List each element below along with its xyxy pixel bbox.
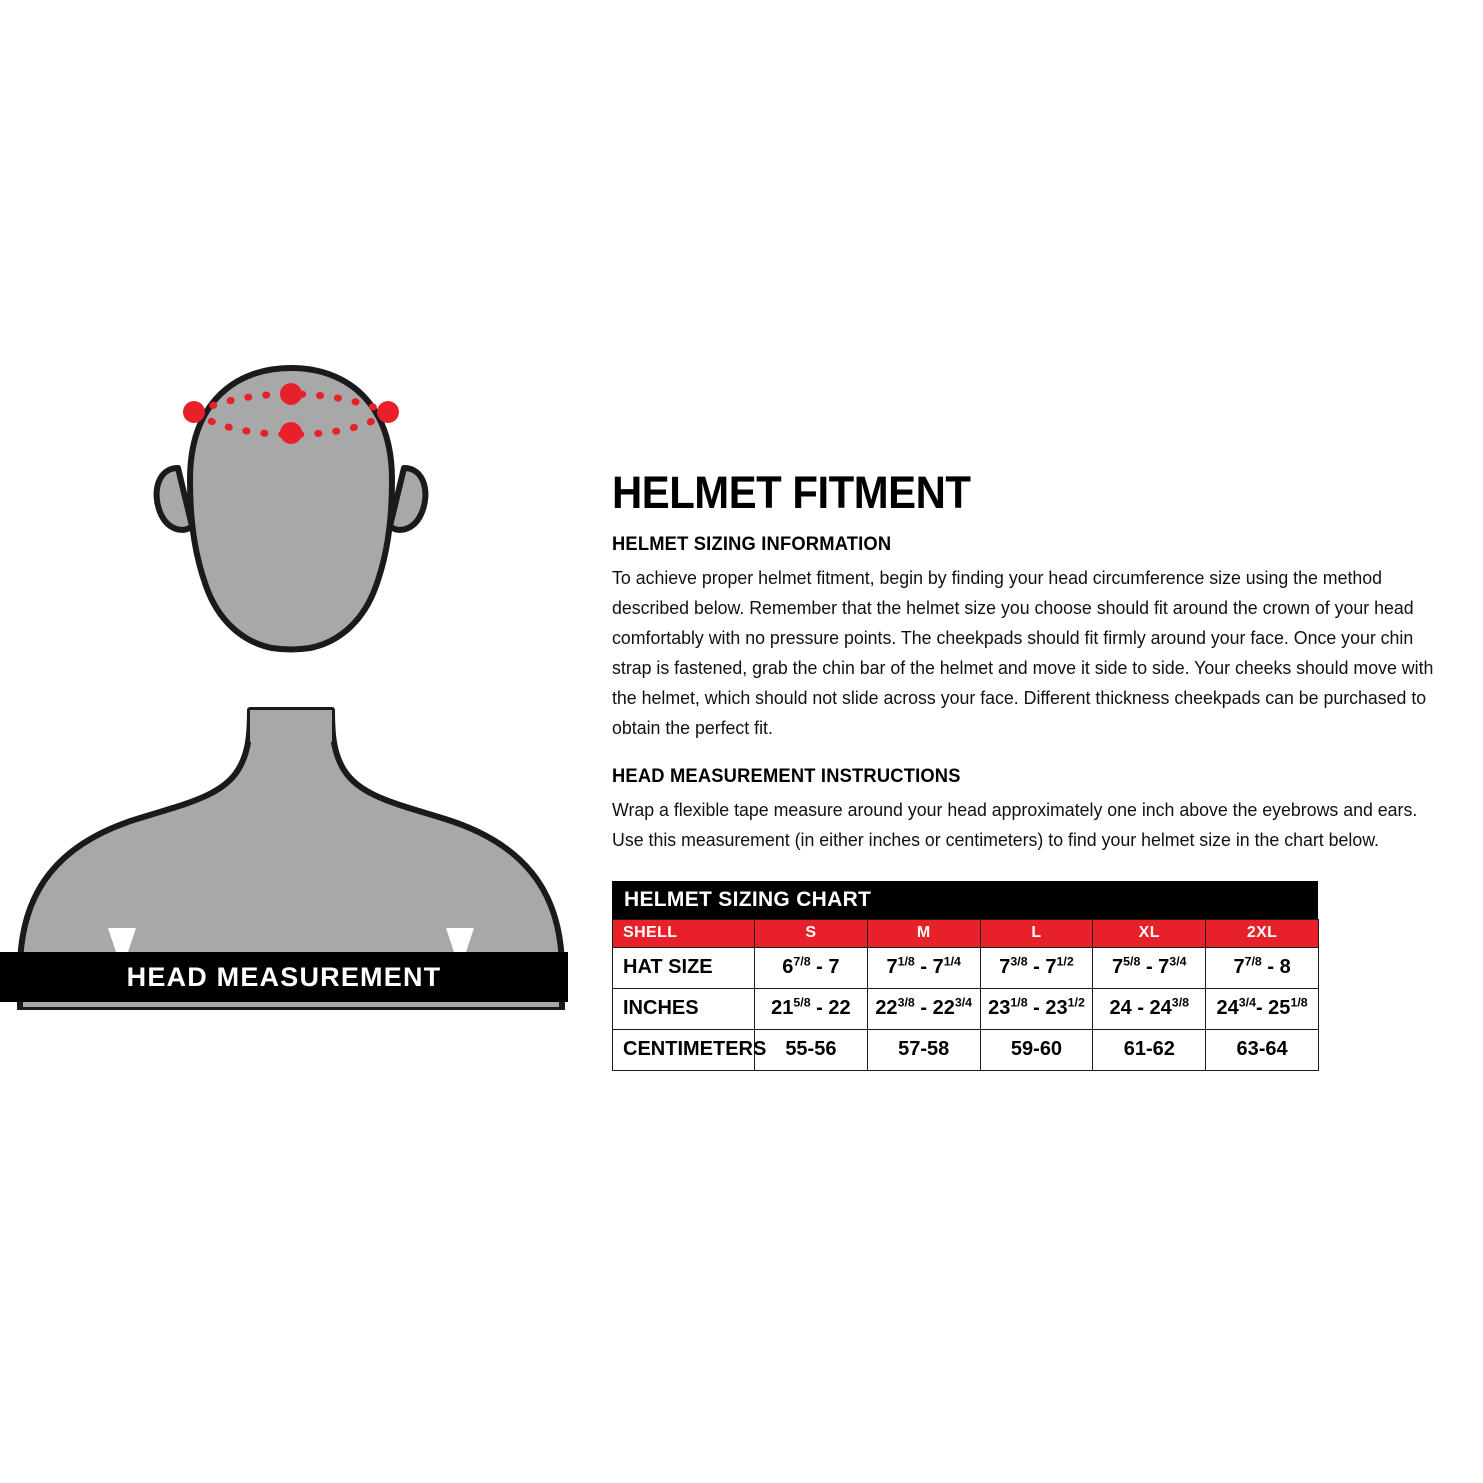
col-s: S	[755, 919, 868, 947]
sizing-info-heading: HELMET SIZING INFORMATION	[612, 533, 892, 555]
measurement-instructions-text: Wrap a flexible tape measure around your head approximately one inch above the eyebrows and ears. Use this measurement (in either inches or centimeters) to find your helmet size in the chart below.	[612, 798, 1418, 850]
fitment-content	[612, 467, 1452, 1071]
col-l: L	[980, 919, 1093, 947]
table-cell: $7^{3/8} - 7^{1/2}$	[980, 947, 1093, 988]
table-cell: $24^{3/4}-$ $25^{1/8}$	[1206, 988, 1319, 1029]
table-cell: $23^{1/8} - 23^{1/2}$	[980, 988, 1093, 1029]
col-shell: SHELL	[613, 919, 755, 947]
table-cell: $6^{7/8} - 7$	[755, 947, 868, 988]
table-cell: $7^{5/8} - 7^{3/4}$	[1093, 947, 1206, 988]
table-row	[613, 947, 1319, 988]
table-cell: $7^{1/8} - 7^{1/4}$	[867, 947, 980, 988]
chart-title: HELMET SIZING CHART	[612, 881, 1318, 919]
table-cell: 59-60	[980, 1029, 1093, 1070]
male-torso-silhouette	[20, 368, 562, 1010]
table-cell: 63-64	[1206, 1029, 1319, 1070]
table-cell: 61-62	[1093, 1029, 1206, 1070]
head-measurement-label: HEAD MEASUREMENT	[126, 961, 442, 992]
table-cell: $24 - 24^{3/8}$	[1093, 988, 1206, 1029]
table-cell: $22^{3/8} - 22^{3/4}$	[867, 988, 980, 1029]
measurement-instructions-heading: HEAD MEASUREMENT INSTRUCTIONS	[612, 764, 961, 787]
col-xl: XL	[1093, 919, 1206, 947]
head-measurement-illustration	[0, 350, 580, 1000]
col-2xl: 2XL	[1206, 919, 1319, 947]
helmet-sizing-chart	[612, 881, 1318, 1071]
row-label: CENTIMETERS	[613, 1029, 755, 1070]
col-m: M	[867, 919, 980, 947]
table-row	[613, 1029, 1319, 1070]
head-measurement-band	[0, 952, 568, 1002]
page-title: HELMET FITMENT	[612, 467, 971, 518]
table-cell: 55-56	[755, 1029, 868, 1070]
sizing-table	[612, 919, 1319, 1071]
sizing-info-text: To achieve proper helmet fitment, begin by finding your head circumference size using the method described below. Remember that the helmet size you choose should fit around the crown of your head comfortably with no pressure points. The cheekpads should fit firmly around your face. Once your chin strap is fastened, grab the chin bar of the helmet and move it side to side. Your cheeks should move with the helmet, which should not slide across your face. Different thickness cheekpads can be purchased to obtain the perfect fit.	[612, 567, 1434, 738]
row-label: INCHES	[613, 988, 755, 1029]
row-label: HAT SIZE	[613, 947, 755, 988]
table-header-row	[613, 919, 1319, 947]
table-cell: $7^{7/8} - 8$	[1206, 947, 1319, 988]
table-cell: $21^{5/8} - 22$	[755, 988, 868, 1029]
table-cell: 57-58	[867, 1029, 980, 1070]
table-row	[613, 988, 1319, 1029]
